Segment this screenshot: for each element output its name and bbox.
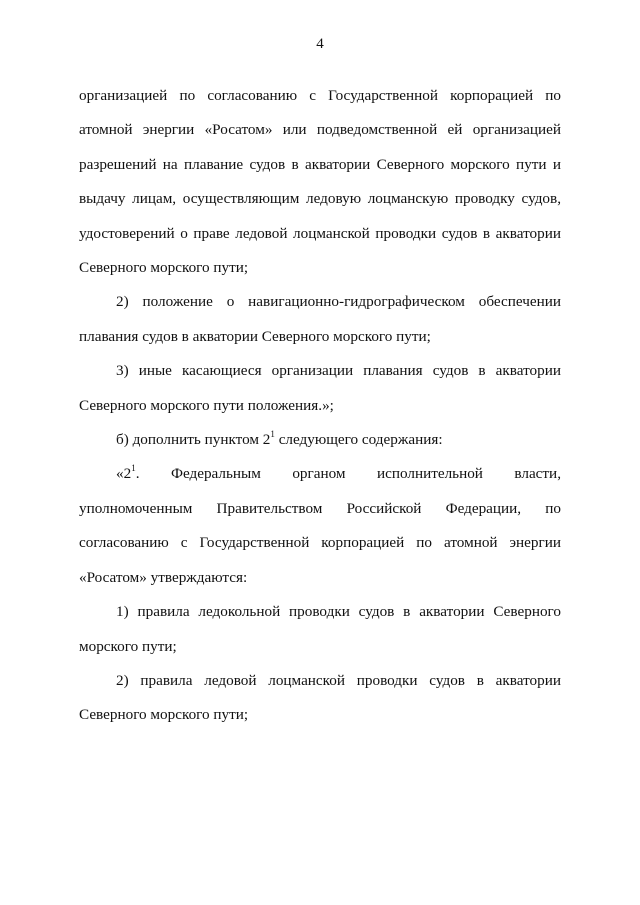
document-body bbox=[79, 79, 561, 733]
paragraph-rules-item-1: 1) правила ледокольной проводки судов в акватории Северного морского пути; bbox=[79, 603, 561, 655]
paragraph-clause-2-1 bbox=[79, 457, 561, 595]
paragraph-continuation: организацией по согласованию с Государственной корпорацией по атомной энергии «Росатом» или подведомственной ей организацией разрешений на плавание судов в акватории Северного морского пути и выдачу лицам, осуществляющим ледовую лоцманскую проводку судов, удостоверений о праве ледовой лоцманской проводки судов в акватории Северного морского пути; bbox=[79, 87, 561, 277]
page-number: 4 bbox=[316, 36, 324, 52]
paragraph-item-3: 3) иные касающиеся организации плавания судов в акватории Северного морского пути положения.»; bbox=[79, 362, 561, 414]
amendment-b-text-after: следующего содержания: bbox=[274, 431, 443, 449]
superscript-1: 1 bbox=[270, 429, 275, 439]
superscript-1: 1 bbox=[131, 463, 136, 474]
paragraph-rules-item-2: 2) правила ледовой лоцманской проводки судов в акватории Северного морского пути; bbox=[79, 671, 561, 724]
clause-2-1-text-after: . Федеральным органом исполнительной власти, уполномоченным Правительством Российской Федерации, по согласованию с Государственной корпорацией по атомной энергии «Росатом» утверждаются: bbox=[79, 465, 561, 586]
amendment-b-text-before: б) дополнить пунктом 2 bbox=[116, 431, 271, 449]
paragraph-amendment-b bbox=[79, 423, 561, 457]
clause-2-1-text-before: «2 bbox=[116, 465, 132, 483]
paragraph-item-2: 2) положение о навигационно-гидрографическом обеспечении плавания судов в акватории Северного морского пути; bbox=[79, 293, 561, 345]
